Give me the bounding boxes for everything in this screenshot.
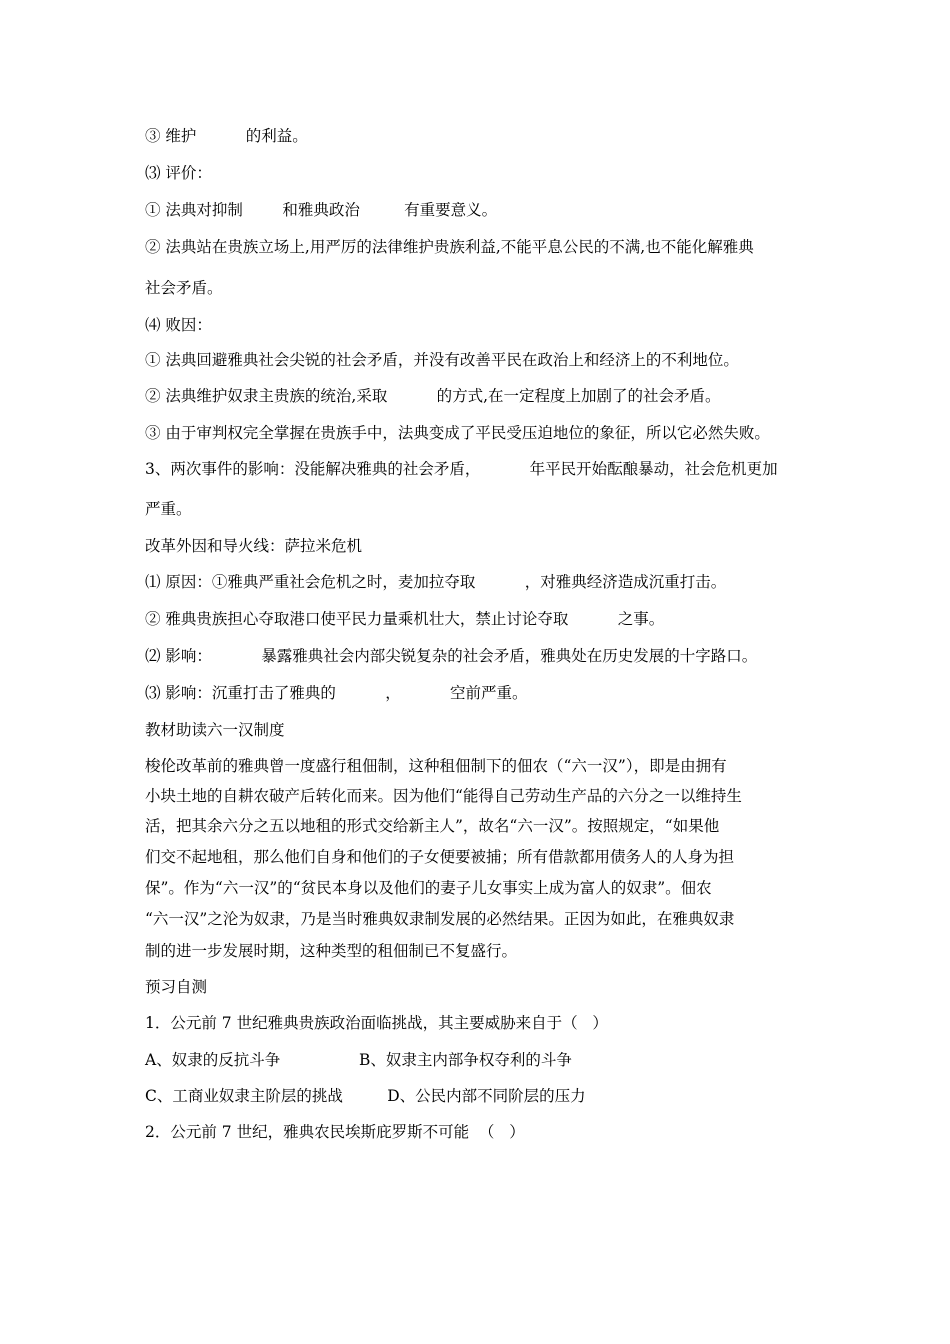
text-line: ⑵ 影响： 暴露雅典社会内部尖锐复杂的社会矛盾，雅典处在历史发展的十字路口。	[145, 647, 758, 665]
text-line: 社会矛盾。	[145, 279, 223, 297]
section-heading: ⑶ 评价：	[145, 164, 212, 182]
question-text: 2．公元前 7 世纪，雅典农民埃斯庇罗斯不可能 （ ）	[145, 1123, 525, 1141]
answer-options: A、奴隶的反抗斗争 B、奴隶主内部争权夺利的斗争	[145, 1051, 572, 1069]
text-line: ② 法典站在贵族立场上,用严厉的法律维护贵族利益,不能平息公民的不满,也不能化解雅典	[145, 238, 754, 256]
paragraph-line: 们交不起地租，那么他们自身和他们的子女便要被捕；所有借款都用债务人的人身为担	[145, 848, 735, 866]
section-heading: 预习自测	[145, 978, 208, 996]
text-line: 严重。	[145, 500, 192, 518]
paragraph-line: “六一汉”之沦为奴隶，乃是当时雅典奴隶制发展的必然结果。正因为如此，在雅典奴隶	[145, 910, 735, 928]
text-line: ② 法典维护奴隶主贵族的统治,采取 的方式,在一定程度上加剧了的社会矛盾。	[145, 387, 721, 405]
text-line: ③ 维护 的利益。	[145, 127, 308, 145]
answer-options: C、工商业奴隶主阶层的挑战 D、公民内部不同阶层的压力	[145, 1087, 586, 1105]
paragraph-line: 梭伦改革前的雅典曾一度盛行租佃制，这种租佃制下的佃农（“六一汉”），即是由拥有	[145, 757, 727, 775]
section-heading: ⑷ 败因：	[145, 316, 212, 334]
paragraph-line: 小块土地的自耕农破产后转化而来。因为他们“能得自己劳动生产品的六分之一以维持生	[145, 787, 742, 805]
text-line: ① 法典对抑制 和雅典政治 有重要意义。	[145, 201, 498, 219]
question-text: 1．公元前 7 世纪雅典贵族政治面临挑战，其主要威胁来自于（ ）	[145, 1014, 608, 1032]
paragraph-line: 制的进一步发展时期，这种类型的租佃制已不复盛行。	[145, 942, 518, 960]
section-heading: 教材助读六一汉制度	[145, 721, 285, 739]
text-line: ⑴ 原因：①雅典严重社会危机之时，麦加拉夺取 ，对雅典经济造成沉重打击。	[145, 573, 727, 591]
text-line: ① 法典回避雅典社会尖锐的社会矛盾，并没有改善平民在政治上和经济上的不利地位。	[145, 351, 739, 369]
text-line: ⑶ 影响：沉重打击了雅典的 ， 空前严重。	[145, 684, 528, 702]
text-line: ② 雅典贵族担心夺取港口使平民力量乘机壮大，禁止讨论夺取 之事。	[145, 610, 665, 628]
text-line: 3、两次事件的影响：没能解决雅典的社会矛盾， 年平民开始酝酿暴动，社会危机更加	[145, 460, 778, 478]
text-line: ③ 由于审判权完全掌握在贵族手中，法典变成了平民受压迫地位的象征，所以它必然失败。	[145, 424, 770, 442]
paragraph-line: 活，把其余六分之五以地租的形式交给新主人”，故名“六一汉”。按照规定，“如果他	[145, 817, 720, 835]
section-heading: 改革外因和导火线：萨拉米危机	[145, 537, 363, 555]
paragraph-line: 保”。作为“六一汉”的“贫民本身以及他们的妻子儿女事实上成为富人的奴隶”。佃农	[145, 879, 712, 897]
